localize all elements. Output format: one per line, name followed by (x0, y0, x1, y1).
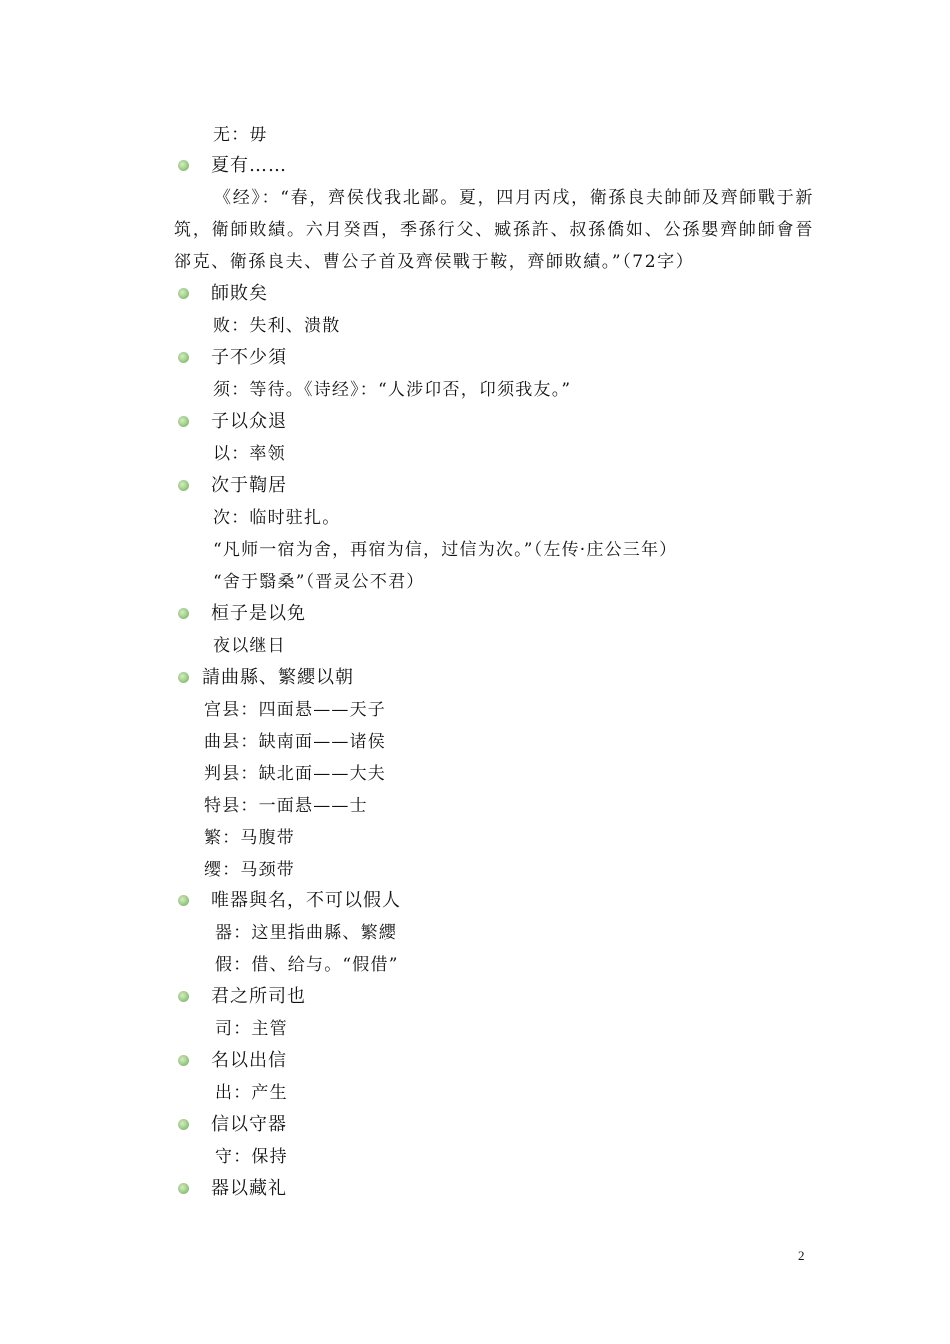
gloss-si: 司：主管 (215, 1019, 288, 1039)
heading-qiyi: 器以藏礼 (211, 1178, 287, 1199)
gloss-jia: 假：借、给与。“假借” (215, 955, 399, 975)
bullet-icon (178, 991, 189, 1002)
bullet-icon (178, 416, 189, 427)
gloss-gongxian: 宫县：四面悬——天子 (204, 700, 386, 720)
heading-qingqu: 請曲縣、繁纓以朝 (202, 667, 354, 688)
gloss-wu: 无：毋 (213, 125, 268, 145)
bullet-icon (178, 672, 189, 683)
gloss-panxian: 判县：缺北面——大夫 (204, 764, 386, 784)
heading-huanzi: 桓子是以免 (211, 603, 306, 624)
gloss-texian: 特县：一面悬——士 (204, 796, 368, 816)
bullet-icon (178, 895, 189, 906)
gloss-xu: 须：等待。《诗经》：“人涉卬否，卬须我友。” (213, 380, 572, 400)
heading-weiqi: 唯器與名，不可以假人 (211, 890, 401, 911)
gloss-chu: 出：产生 (215, 1083, 288, 1103)
bullet-icon (178, 480, 189, 491)
jing-quote-paragraph: 《经》：“春，齊侯伐我北鄙。夏，四月丙戌，衛孫良夫帥師及齊師戰于新筑，衛師敗績。六月癸酉，季孫行父、臧孫許、叔孫僑如、公孫嬰齊帥師會晉郤克、衛孫良夫、曹公子首及齊侯戰于鞍，齊師敗績。”（72字） (174, 188, 814, 272)
page-number: 2 (798, 1248, 805, 1263)
bullet-icon (178, 1183, 189, 1194)
heading-junzhi: 君之所司也 (211, 986, 306, 1007)
heading-mingyi: 名以出信 (211, 1050, 287, 1071)
bullet-icon (178, 608, 189, 619)
bullet-icon (178, 1119, 189, 1130)
bullet-icon (178, 352, 189, 363)
heading-xiayou: 夏有…… (211, 155, 287, 176)
bullet-icon (178, 1055, 189, 1066)
gloss-bai: 败：失利、溃散 (213, 316, 341, 336)
gloss-ci: 次：临时驻扎。 (213, 508, 341, 528)
heading-shibai: 師敗矣 (211, 283, 268, 304)
gloss-ying: 缨：马颈带 (204, 860, 295, 880)
bullet-icon (178, 288, 189, 299)
gloss-yi: 以：率领 (213, 444, 286, 464)
gloss-yeyi: 夜以继日 (213, 636, 286, 656)
gloss-qi: 器：这里指曲縣、繁纓 (215, 923, 397, 943)
heading-zibushao: 子不少須 (211, 347, 287, 368)
quote-fanshi: “凡师一宿为舍，再宿为信，过信为次。”（左传·庄公三年） (213, 540, 678, 560)
heading-ciyu: 次于鞫居 (211, 475, 287, 496)
gloss-shou: 守：保持 (215, 1147, 288, 1167)
gloss-fan: 繁：马腹带 (204, 828, 295, 848)
heading-xinyi: 信以守器 (211, 1114, 287, 1135)
quote-sheyu: “舍于翳桑”（晋灵公不君） (213, 572, 425, 592)
gloss-quxian: 曲县：缺南面——诸侯 (204, 732, 386, 752)
heading-ziyi: 子以众退 (211, 411, 287, 432)
bullet-icon (178, 160, 189, 171)
